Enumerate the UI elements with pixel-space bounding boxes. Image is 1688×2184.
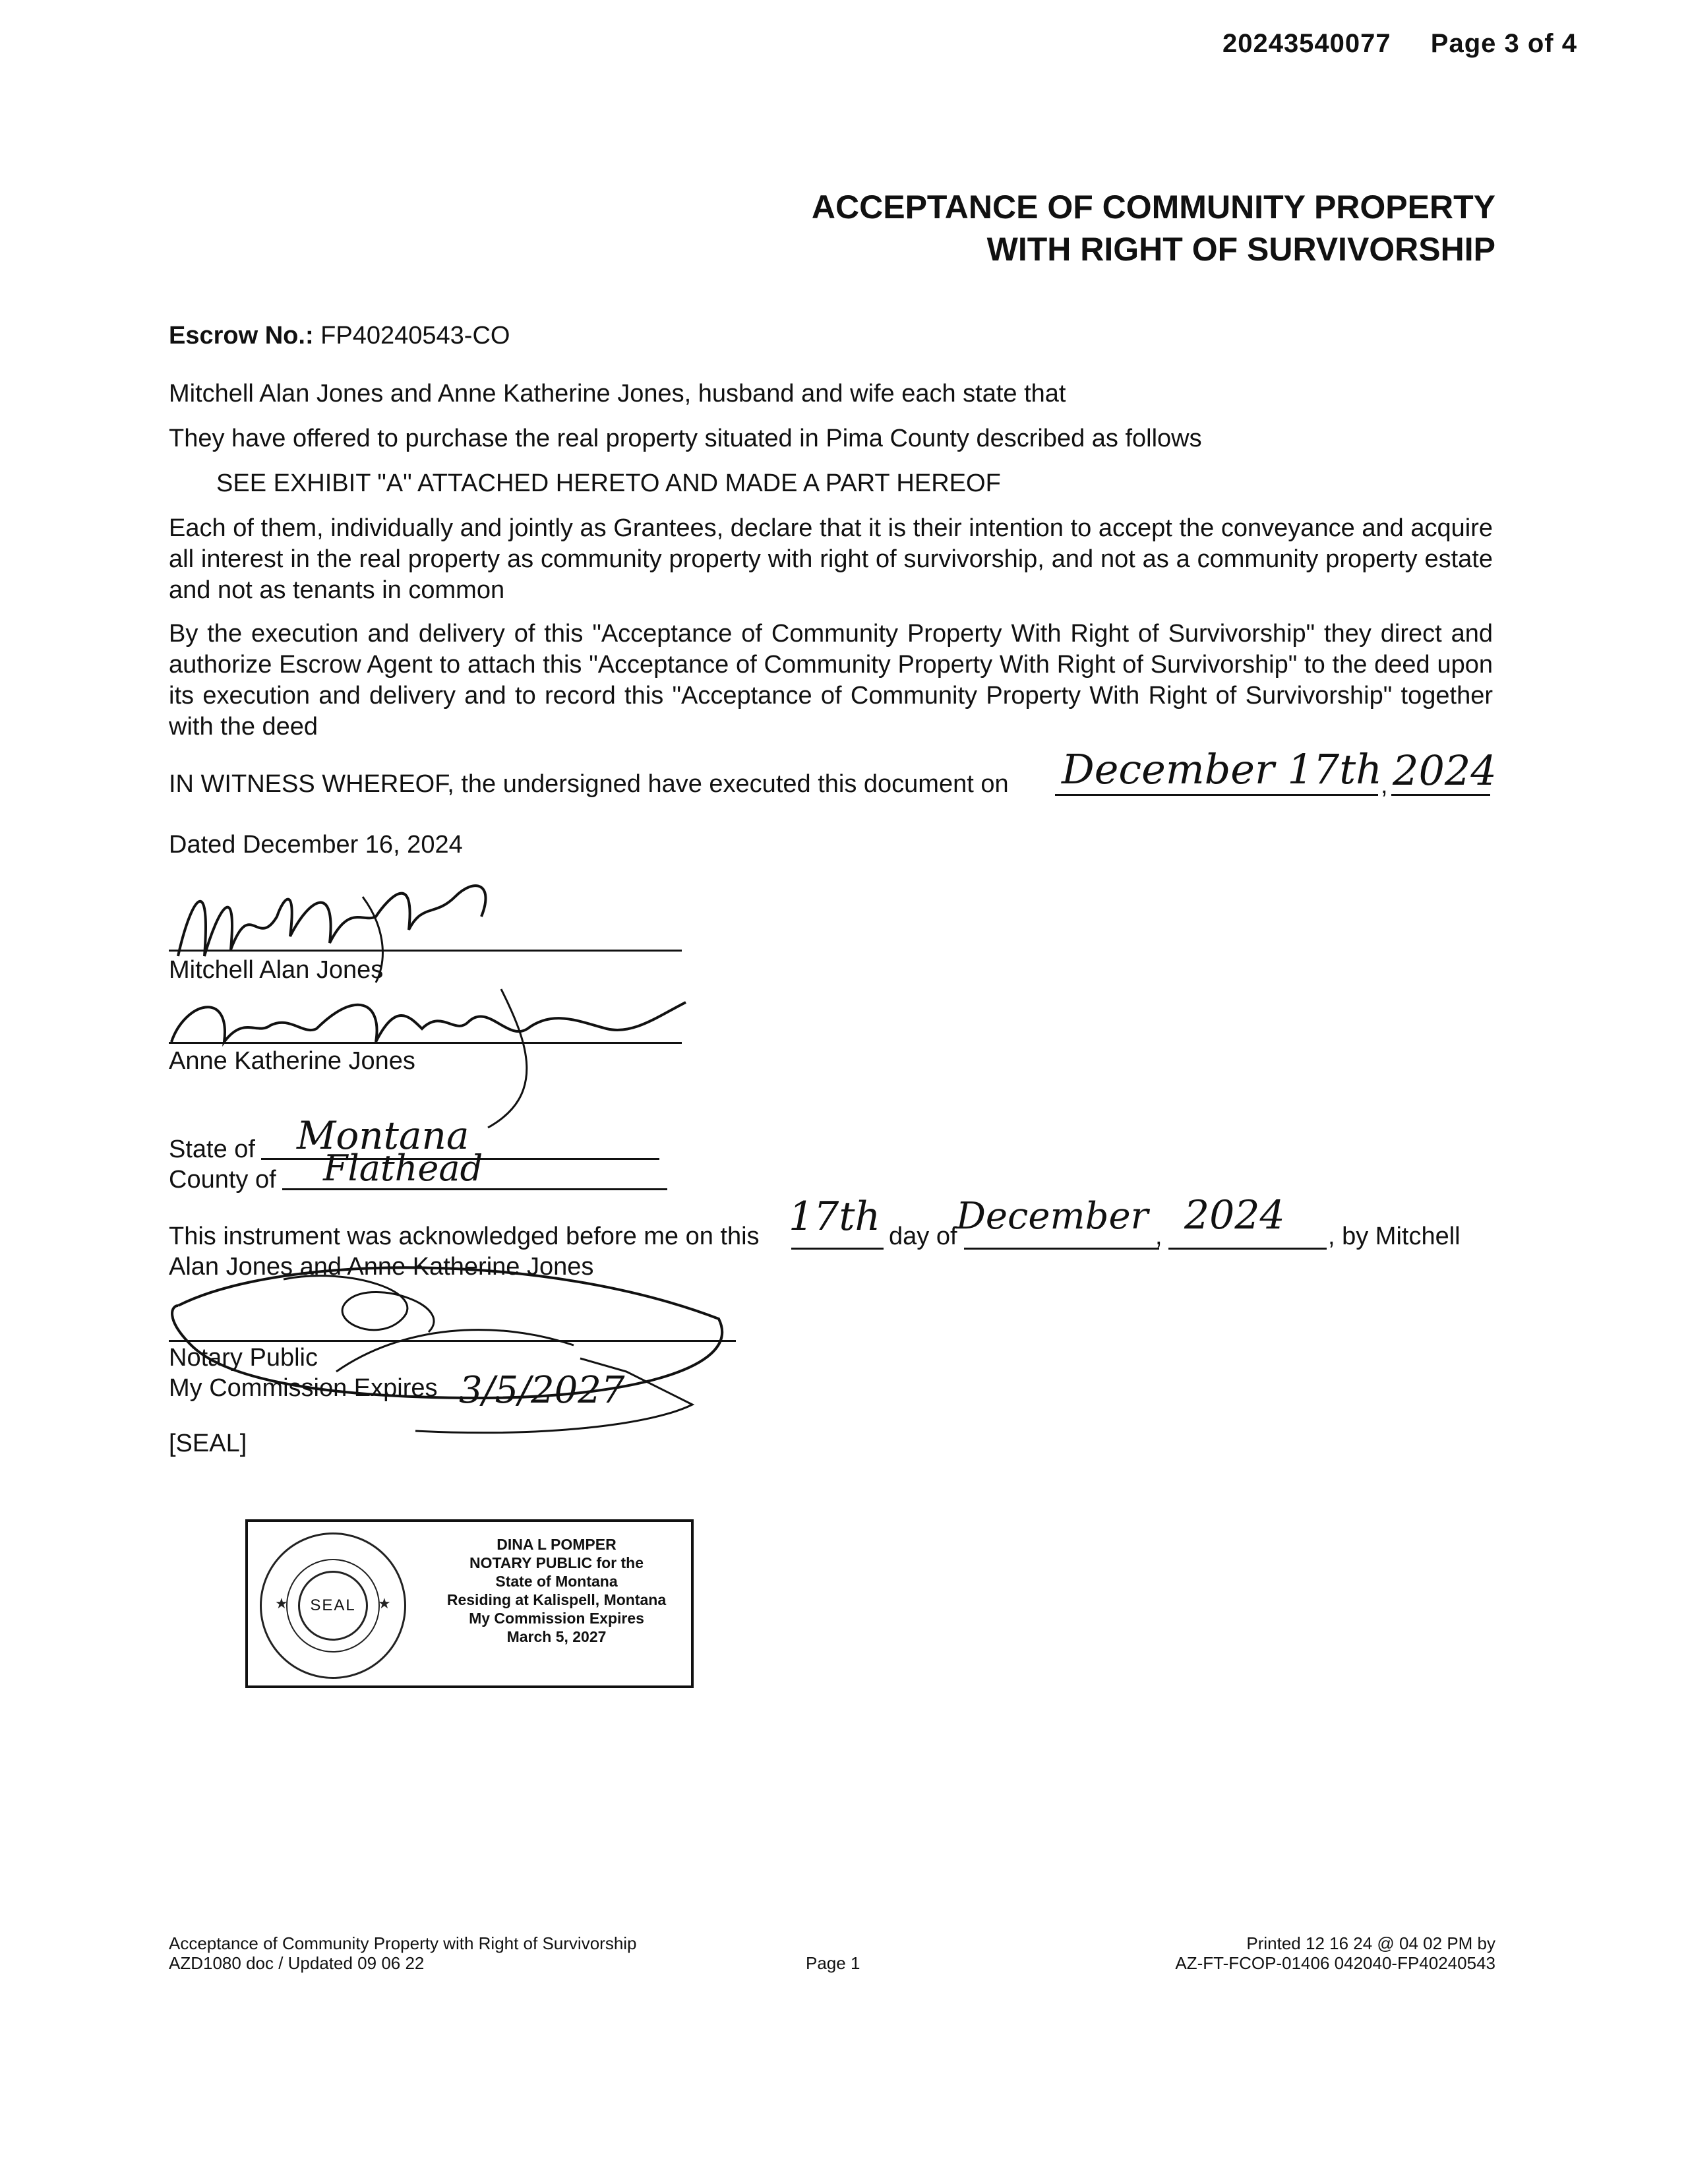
paragraph-offer: They have offered to purchase the real property situated in Pima County described as follows bbox=[169, 425, 1202, 452]
state-label: State of bbox=[169, 1136, 255, 1163]
paragraph-execution: By the execution and delivery of this "Acceptance of Community Property With Right of Survivorship" they direct and authorize Escrow Agent to attach this "Acceptance of Community Property With Right of Survivorship" to the deed upon its execution and delivery and to record this "Acceptance of Community Property With Right of Survivorship" together with the deed bbox=[169, 620, 1493, 741]
paragraph-parties: Mitchell Alan Jones and Anne Katherine Jones, husband and wife each state that bbox=[169, 380, 1066, 408]
title-line-1: ACCEPTANCE OF COMMUNITY PROPERTY bbox=[811, 189, 1495, 226]
escrow-number bbox=[169, 320, 510, 351]
paragraph-intention: Each of them, individually and jointly as Grantees, declare that it is their intention to accept the conveyance and acquire all interest in the real property as community property with right of survivorship, and not as a community property estate and not as tenants in common bbox=[169, 514, 1493, 604]
county-handwritten: Flathead bbox=[323, 1147, 483, 1189]
ack-day-line bbox=[791, 1248, 884, 1250]
signature-line-1 bbox=[169, 950, 682, 952]
notary-signature-line bbox=[169, 1340, 736, 1342]
witness-statement: IN WITNESS WHEREOF, the undersigned have executed this document on bbox=[169, 770, 1009, 798]
svg-text:★: ★ bbox=[275, 1596, 288, 1612]
notary-seal-icon bbox=[260, 1532, 406, 1679]
stamp-line: My Commission Expires bbox=[469, 1610, 644, 1627]
state-handwritten: Montana bbox=[297, 1113, 469, 1158]
page-indicator: Page 3 of 4 bbox=[1430, 29, 1577, 58]
ack-day-handwritten: 17th bbox=[789, 1194, 881, 1240]
escrow-value: FP40240543-CO bbox=[320, 322, 510, 349]
ack-year-handwritten: 2024 bbox=[1184, 1192, 1285, 1238]
notary-public-label: Notary Public bbox=[169, 1344, 318, 1372]
ack-day-of-label: day of bbox=[889, 1223, 957, 1250]
footer-right-line-2: AZ-FT-FCOP-01406 042040-FP40240543 bbox=[1175, 1953, 1495, 1973]
signer-name-2: Anne Katherine Jones bbox=[169, 1047, 415, 1075]
stamp-line: March 5, 2027 bbox=[506, 1628, 607, 1645]
witness-comma: , bbox=[1381, 772, 1388, 799]
acknowledgment-text: This instrument was acknowledged before me on this bbox=[169, 1223, 760, 1250]
footer-left bbox=[169, 1933, 637, 1973]
signer-name-1: Mitchell Alan Jones bbox=[169, 956, 384, 984]
seal-center-text: SEAL bbox=[298, 1571, 368, 1641]
notary-stamp bbox=[245, 1519, 694, 1688]
footer-right-line-1: Printed 12 16 24 @ 04 02 PM by bbox=[1246, 1933, 1495, 1953]
escrow-label: Escrow No.: bbox=[169, 322, 314, 349]
stamp-line: NOTARY PUBLIC for the bbox=[469, 1554, 644, 1571]
svg-text:★: ★ bbox=[378, 1596, 391, 1612]
commission-expires-label: My Commission Expires bbox=[169, 1374, 438, 1402]
paragraph-exhibit: SEE EXHIBIT "A" ATTACHED HERETO AND MADE A PART HEREOF bbox=[216, 470, 1001, 497]
ack-comma: , bbox=[1155, 1223, 1162, 1250]
ack-year-line bbox=[1168, 1248, 1327, 1250]
commission-expires-handwritten: 3/5/2027 bbox=[459, 1369, 625, 1412]
stamp-text-block bbox=[425, 1535, 688, 1646]
footer-page-number: Page 1 bbox=[806, 1953, 860, 1973]
document-title bbox=[812, 186, 1495, 270]
dated-line: Dated December 16, 2024 bbox=[169, 831, 463, 859]
stamp-line: State of Montana bbox=[495, 1573, 618, 1590]
witness-year-handwritten: 2024 bbox=[1393, 746, 1497, 795]
witness-date-handwritten: December 17th bbox=[1062, 745, 1383, 793]
seal-label: [SEAL] bbox=[169, 1430, 247, 1457]
county-label: County of bbox=[169, 1166, 276, 1194]
ack-by-text: , by Mitchell bbox=[1328, 1223, 1461, 1250]
footer-left-line-1: Acceptance of Community Property with Right of Survivorship bbox=[169, 1933, 637, 1953]
document-header bbox=[1191, 29, 1577, 59]
witness-date-line bbox=[1055, 794, 1378, 796]
stamp-line: Residing at Kalispell, Montana bbox=[446, 1591, 667, 1608]
document-number: 20243540077 bbox=[1222, 29, 1391, 58]
ack-names: Alan Jones and Anne Katherine Jones bbox=[169, 1253, 594, 1281]
signature-line-2 bbox=[169, 1042, 682, 1044]
footer-left-line-2: AZD1080 doc / Updated 09 06 22 bbox=[169, 1953, 425, 1973]
stamp-line: DINA L POMPER bbox=[497, 1536, 617, 1553]
footer-right bbox=[1175, 1933, 1495, 1973]
ack-month-handwritten: December bbox=[956, 1195, 1149, 1238]
title-line-2: WITH RIGHT OF SURVIVORSHIP bbox=[986, 231, 1495, 268]
ack-month-line bbox=[964, 1248, 1159, 1250]
